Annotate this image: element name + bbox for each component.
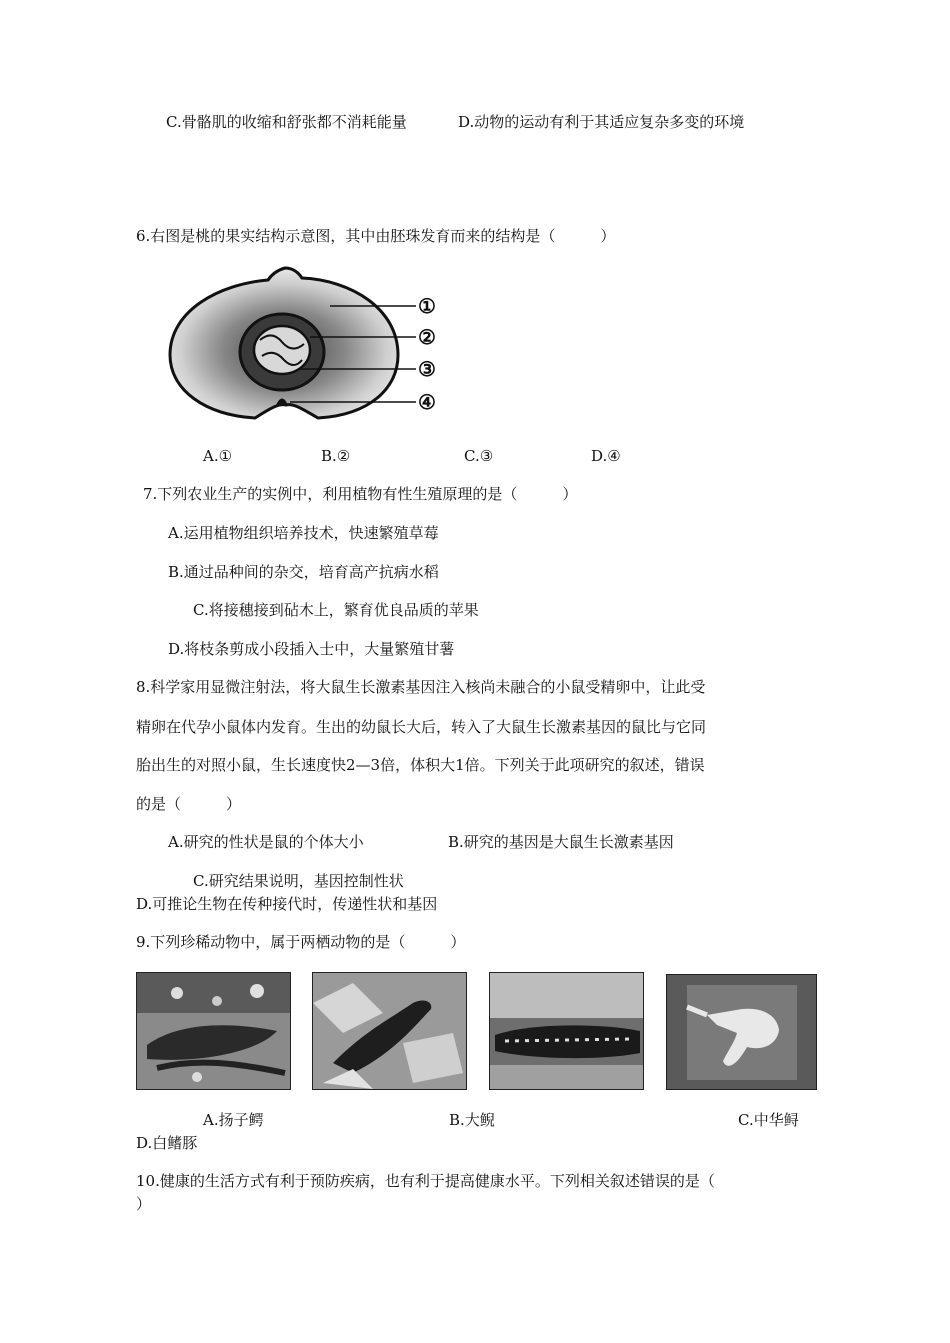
q6-option-c: C.③ [464,447,494,465]
diagram-label-4: ④ [418,390,436,414]
q9-stem: 9.下列珍稀动物中，属于两栖动物的是（ ） [136,933,466,951]
diagram-label-1: ① [418,294,436,318]
q6-stem: 6.右图是桃的果实结构示意图，其中由胚珠发育而来的结构是（ ） [136,227,616,245]
q7-stem: 7.下列农业生产的实例中，利用植物有性生殖原理的是（ ） [143,485,578,503]
q10-stem-line-2: ） [136,1195,152,1213]
q8-option-c: C.研究结果说明，基因控制性状 [193,872,404,890]
q8-stem-line-4: 的是（ ） [136,795,242,813]
photo-chinese-sturgeon [489,972,644,1090]
q5-option-d: D.动物的运动有利于其适应复杂多变的环境 [458,113,745,131]
q7-option-c: C.将接穗接到砧木上，繁育优良品质的苹果 [193,601,479,619]
q9-option-c: C.中华鲟 [738,1111,799,1129]
q6-option-a: A.① [203,447,233,465]
q8-stem-line-3: 胎出生的对照小鼠，生长速度快2—3倍，体积大1倍。下列关于此项研究的叙述，错误 [136,756,705,774]
q9-option-d: D.白鳍豚 [136,1134,198,1152]
peach-fruit-diagram [160,260,460,430]
q6-option-d: D.④ [591,447,621,465]
q9-option-a: A.扬子鳄 [203,1111,264,1129]
photo-alligator [136,972,291,1090]
q8-stem-line-1: 8.科学家用显微注射法，将大鼠生长激素基因注入核尚未融合的小鼠受精卵中，让此受 [136,678,706,696]
q8-stem-line-2: 精卵在代孕小鼠体内发育。生出的幼鼠长大后，转入了大鼠生长激素基因的鼠比与它同 [136,718,707,736]
q5-option-c: C.骨骼肌的收缩和舒张都不消耗能量 [166,113,407,131]
q7-option-b: B.通过品种间的杂交，培育高产抗病水稻 [168,563,439,581]
diagram-label-3: ③ [418,357,436,381]
q6-option-b: B.② [321,447,351,465]
diagram-label-2: ② [418,325,436,349]
q8-option-d: D.可推论生物在传种接代时，传递性状和基因 [136,895,438,913]
photo-giant-salamander [312,972,467,1090]
q7-option-a: A.运用植物组织培养技术，快速繁殖草莓 [168,524,439,542]
q7-option-d: D.将枝条剪成小段插入士中，大量繁殖甘薯 [168,640,455,658]
q8-option-b: B.研究的基因是大鼠生长激素基因 [448,833,674,851]
q8-option-a: A.研究的性状是鼠的个体大小 [168,833,364,851]
q9-option-b: B.大鲵 [449,1111,495,1129]
q10-stem-line-1: 10.健康的生活方式有利于预防疾病，也有利于提高健康水平。下列相关叙述错误的是（ [136,1172,715,1190]
photo-baiji-dolphin [666,974,817,1090]
